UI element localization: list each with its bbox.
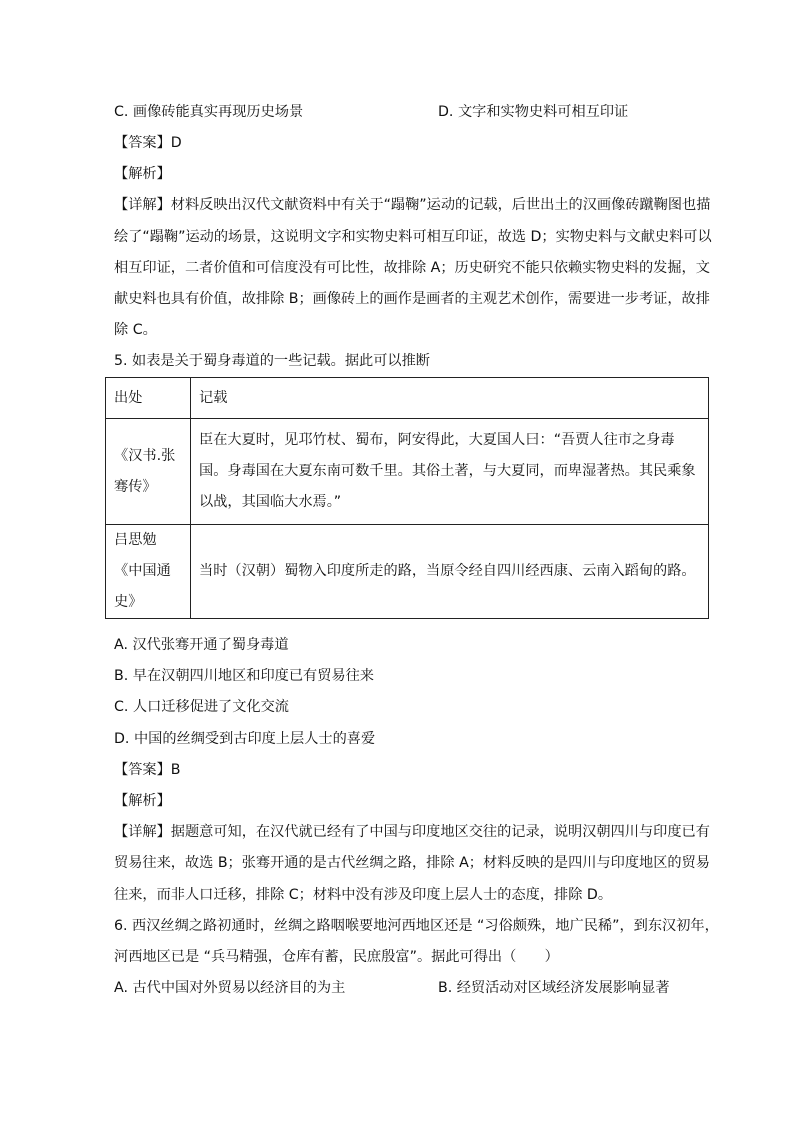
table-row [106,419,709,525]
q5-detail-line: 贸易往来，故选 B；张骞开通的是古代丝绸之路，排除 A；材料反映的是四川与印度地区的贸易 [114,855,710,871]
row2-source: 吕思勉《中国通史》 [106,525,191,619]
q6-stem-line: 6. 西汉丝绸之路初通时，丝绸之路咽喉要地河西地区还是 “习俗颇殊，地广民稀”，到东汉初年， [114,918,719,934]
q4-detail-line: 献史料也具有价值，故排除 B；画像砖上的画作是画者的主观艺术创作，需要进一步考证，故排 [114,291,710,307]
q5-detail-line: 往来，而非人口迁移，排除 C；材料中没有涉及印度上层人士的态度，排除 D。 [114,887,613,903]
q5-option-c: C. 人口迁移促进了文化交流 [114,699,289,715]
q4-detail-line: 相互印证，二者价值和可信度没有可比性，故排除 A；历史研究不能只依赖实物史料的发掘，文 [114,260,710,276]
table-row [106,378,709,419]
row1-record: 臣在大夏时，见邛竹杖、蜀布，阿安得此，大夏国人曰：“吾贾人往市之身毒国。身毒国在大夏东南可数千里。其俗土著，与大夏同，而卑湿著热。其民乘象以战，其国临大水焉。” [191,419,709,525]
row1-source: 《汉书.张骞传》 [106,419,191,525]
header-record: 记载 [191,378,709,419]
q4-analysis-label: 【解析】 [114,166,171,182]
q5-option-d: D. 中国的丝绸受到古印度上层人士的喜爱 [114,731,376,747]
q5-detail-line: 【详解】据题意可知，在汉代就已经有了中国与印度地区交往的记录，说明汉朝四川与印度已有 [114,824,710,840]
table-row [106,525,709,619]
q6-option-b: B. 经贸活动对区域经济发展影响显著 [438,980,670,996]
q4-option-c: C. 画像砖能真实再现历史场景 [114,104,304,120]
q4-detail-line: 【详解】材料反映出汉代文献资料中有关于“蹋鞠”运动的记载，后世出土的汉画像砖蹴鞠图也描 [114,197,711,213]
q5-option-a: A. 汉代张骞开通了蜀身毒道 [114,637,289,653]
records-table [105,377,709,619]
q4-option-d: D. 文字和实物史料可相互印证 [438,104,629,120]
header-source: 出处 [106,378,191,419]
q5-analysis-label: 【解析】 [114,793,171,809]
q4-detail-line: 除 C。 [114,322,157,338]
row2-record: 当时（汉朝）蜀物入印度所走的路，当原令经自四川经西康、云南入蹈甸的路。 [191,525,709,619]
q6-stem-line: 河西地区已是 “兵马精强，仓库有蓄，民庶殷富”。据此可得出（ ） [114,949,559,965]
q5-option-b: B. 早在汉朝四川地区和印度已有贸易往来 [114,668,374,684]
q5-stem: 5. 如表是关于蜀身毒道的一些记载。据此可以推断 [114,353,430,369]
q5-answer: 【答案】B [114,762,181,778]
q4-detail-line: 绘了“蹋鞠”运动的场景，这说明文字和实物史料可相互印证，故选 D；实物史料与文献史料可以 [114,229,712,245]
q6-option-a: A. 古代中国对外贸易以经济目的为主 [114,980,346,996]
q4-answer: 【答案】D [114,135,182,151]
